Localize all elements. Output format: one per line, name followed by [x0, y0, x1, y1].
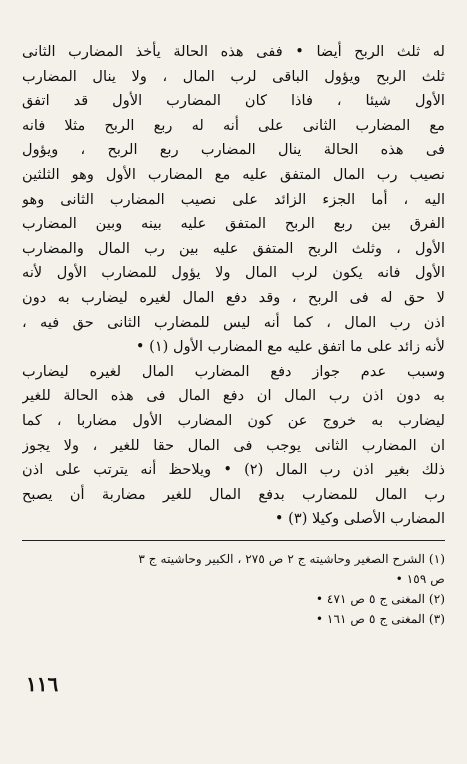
text-line: الأول فانه يكون لرب المال ولا يؤول للمضارب الأول لأنه: [22, 264, 445, 282]
footnote-separator: [22, 540, 445, 541]
text-line: ذلك بغير اذن رب المال (٢) • ويلاحظ أنه يترتب على اذن: [22, 461, 445, 479]
footnote-line: ص ١٥٩ •: [395, 571, 445, 586]
text-line: اذن رب المال ، كما أنه ليس للمضارب الثانى حق فيه ،: [22, 313, 445, 331]
footnote-line: (٢) المغنى ج ٥ ص ٤٧١ •: [315, 591, 445, 606]
text-line: لا حق له فى الربح ، وقد دفع المال لغيره ليضارب به دون: [22, 288, 445, 306]
text-line: رب المال للمضارب بدفع المال للغير مضاربة أن يصبح: [22, 485, 445, 503]
text-line: ثلث الربح ويؤول الباقى لرب المال ، ولا ينال المضارب: [22, 67, 445, 85]
text-line: فى هذه الحالة ينال المضارب ربع الربح ، ويؤول: [22, 141, 445, 159]
text-line: له ثلث الربح أيضا • ففى هذه الحالة يأخذ المضارب الثانى: [22, 43, 445, 60]
text-line: اليه ، أما الجزء الزائد على نصيب المضارب الثانى وهو: [22, 190, 445, 208]
page-number: ١١٦: [26, 672, 59, 696]
text-line: نصيب رب المال المتفق عليه مع المضارب الأول وهو الثلثين: [22, 165, 445, 183]
text-line: ليضارب به خروج عن كون المضارب الأول مضاربا ، كما: [22, 411, 445, 429]
text-line: لأنه زائد على ما اتفق عليه مع المضارب الأول (١) •: [135, 338, 445, 356]
footnote-line: (٣) المغنى ج ٥ ص ١٦١ •: [315, 611, 445, 626]
text-line: الأول ، وثلث الربح المتفق عليه بين رب المال والمضارب: [22, 239, 445, 257]
text-line: الفرق بين ربع الربح المتفق عليه بينه وبين المضارب: [22, 215, 445, 233]
text-line: ان المضارب الثانى يوجب فى المال حقا للغير ، ولا يجوز: [22, 436, 445, 454]
text-line: المضارب الأصلى وكيلا (٣) •: [274, 510, 445, 528]
text-line: مع المضارب الثانى على أنه له ربع الربح مثلا فانه: [22, 116, 445, 134]
text-line: الأول شيئا ، فاذا كان المضارب الأول قد اتفق: [22, 92, 445, 110]
text-line: به دون اذن رب المال ان دفع المال فى هذه الحالة للغير: [22, 387, 445, 405]
footnote-line: (١) الشرح الصغير وحاشيته ج ٢ ص ٢٧٥ ، الكبير وحاشيته ج ٣: [138, 551, 445, 566]
main-text: [22, 40, 445, 532]
footnotes: [22, 549, 445, 629]
text-line: وسبب عدم جواز دفع المضارب المال لغيره ليضارب: [22, 362, 445, 380]
